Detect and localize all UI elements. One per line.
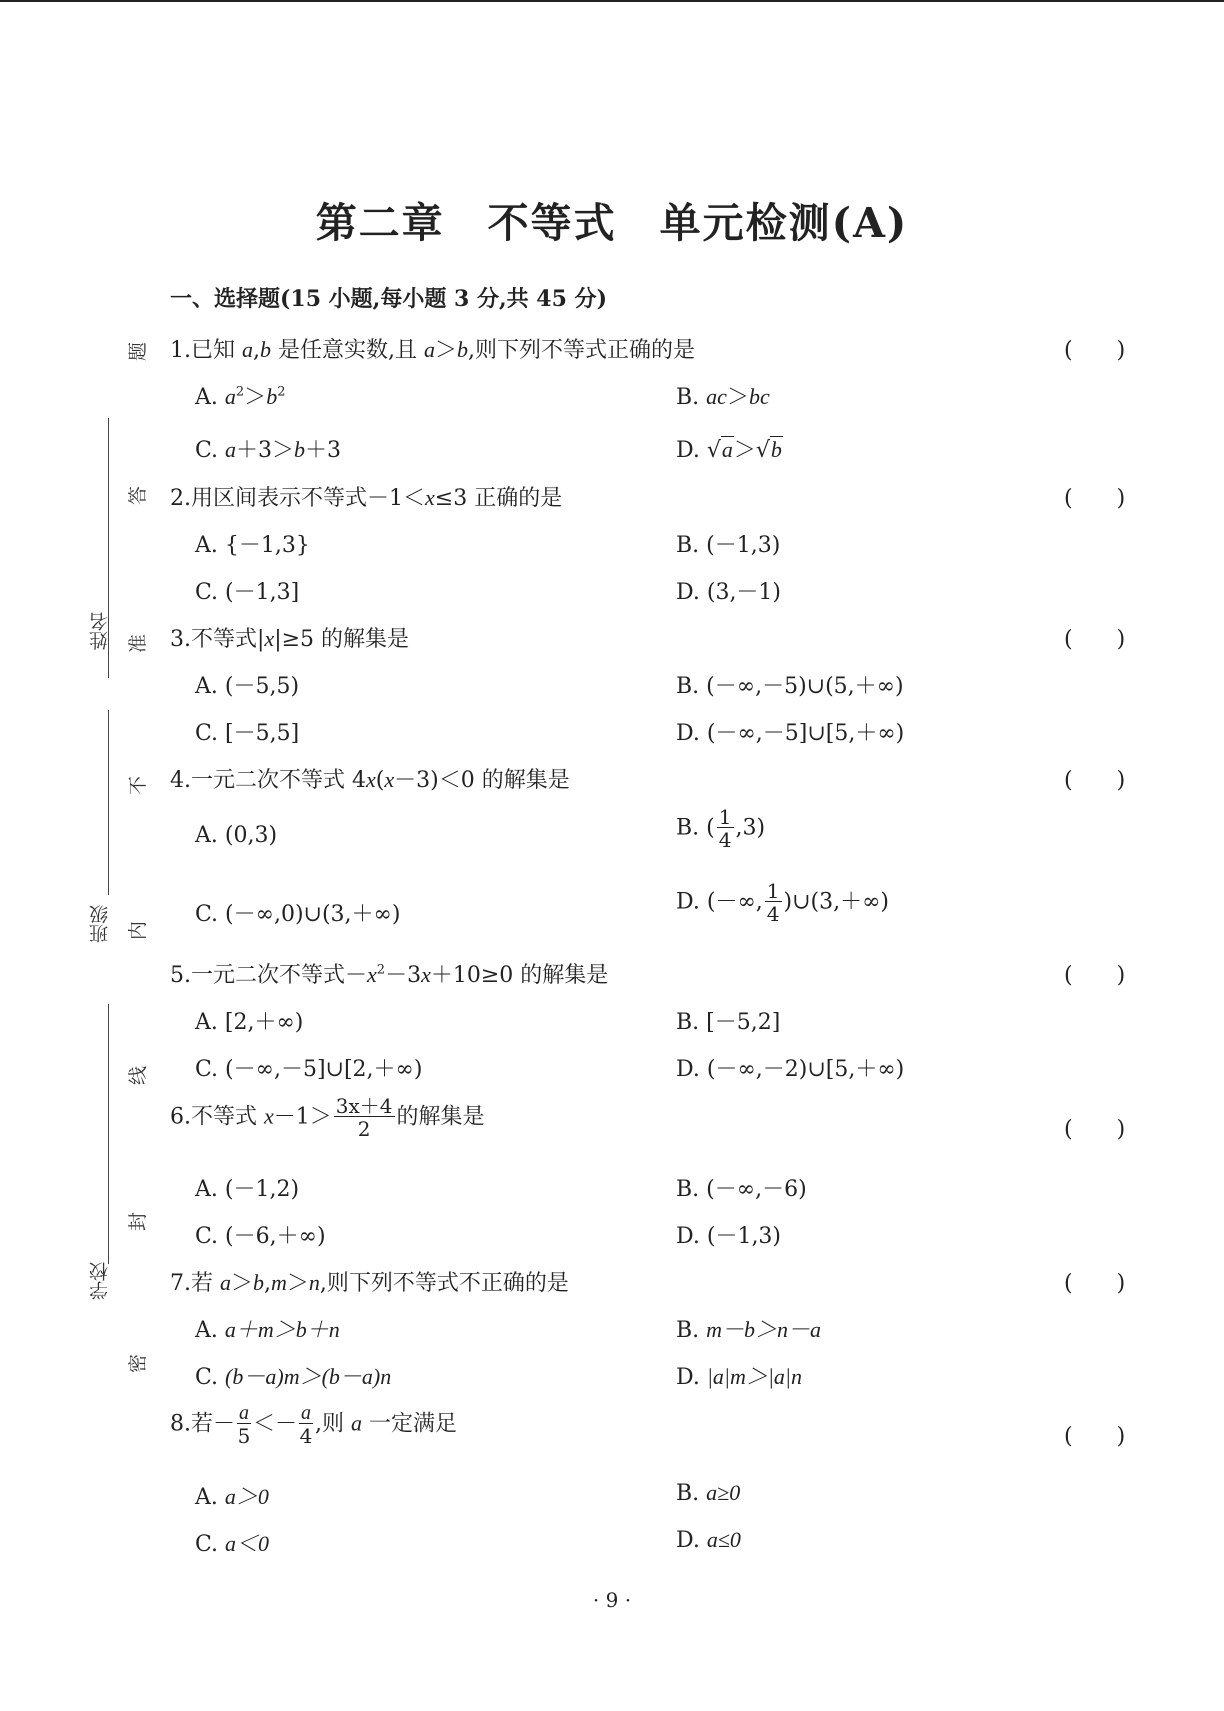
question-1: 1.已知 a,b 是任意实数,且 a＞b,则下列不等式正确的是 — [170, 337, 695, 363]
option-5d[interactable]: D. (－∞,－2)∪[5,＋∞) — [676, 1057, 905, 1082]
seal-char: 内 — [127, 920, 150, 941]
field-label-name: 姓名 — [89, 612, 111, 650]
option-8d[interactable]: D. a≤0 — [676, 1527, 741, 1553]
option-6b[interactable]: B. (－∞,－6) — [676, 1177, 807, 1202]
field-label-class: 班级 — [89, 905, 111, 943]
answer-blank[interactable]: ( ) — [1064, 486, 1126, 511]
section-heading: 一、选择题(15 小题,每小题 3 分,共 45 分) — [170, 286, 607, 312]
option-6c[interactable]: C. (－6,＋∞) — [195, 1224, 326, 1249]
question-7: 7.若 a＞b,m＞n,则下列不等式不正确的是 — [170, 1270, 569, 1296]
seal-char: 答 — [127, 485, 150, 506]
option-3b[interactable]: B. (－∞,－5)∪(5,＋∞) — [676, 674, 904, 699]
seal-char: 准 — [127, 633, 150, 654]
option-6d[interactable]: D. (－1,3) — [676, 1224, 782, 1249]
option-4a[interactable]: A. (0,3) — [195, 823, 278, 848]
seal-char: 密 — [127, 1353, 150, 1374]
fraction: $\frac{1}{4}$ — [718, 805, 732, 852]
option-1c[interactable]: C. a＋3＞b＋3 — [195, 437, 342, 463]
field-label-school: 学校 — [89, 1262, 111, 1300]
option-7b[interactable]: B. m－b＞n－a — [676, 1317, 822, 1343]
option-1b[interactable]: B. ac＞bc — [676, 384, 770, 410]
question-8: 8.若－ $\frac{a}{5}$ ＜－ $\frac{a}{4}$ ,则 a 一定满足 — [170, 1402, 458, 1448]
option-3c[interactable]: C. [－5,5] — [195, 721, 300, 746]
option-3d[interactable]: D. (－∞,－5]∪[5,＋∞) — [676, 721, 905, 746]
answer-blank[interactable]: ( ) — [1064, 963, 1126, 988]
option-7d[interactable]: D. |a|m＞|a|n — [676, 1364, 802, 1390]
seal-char: 不 — [127, 775, 150, 796]
option-4d[interactable]: D. (－∞, $\frac{1}{4}$ )∪(3,＋∞) — [676, 879, 889, 926]
binding-line — [108, 1004, 109, 1264]
seal-char: 线 — [127, 1065, 150, 1086]
question-4: 4.一元二次不等式 4x(x－3)＜0 的解集是 — [170, 767, 570, 793]
fraction: $\frac{3x+4}{2}$ — [335, 1094, 393, 1141]
option-4c[interactable]: C. (－∞,0)∪(3,＋∞) — [195, 902, 401, 927]
option-2d[interactable]: D. (3,－1) — [676, 580, 782, 605]
option-2a[interactable]: A. {－1,3} — [195, 533, 310, 558]
question-3: 3.不等式|x|≥5 的解集是 — [170, 626, 410, 652]
answer-blank[interactable]: ( ) — [1064, 627, 1126, 652]
question-2: 2.用区间表示不等式－1＜x≤3 正确的是 — [170, 485, 563, 511]
answer-blank[interactable]: ( ) — [1064, 1117, 1126, 1142]
option-6a[interactable]: A. (－1,2) — [195, 1177, 300, 1202]
option-8c[interactable]: C. a＜0 — [195, 1531, 270, 1557]
binding-line — [108, 710, 109, 895]
option-4b[interactable]: B. ( $\frac{1}{4}$ ,3) — [676, 805, 766, 852]
option-8b[interactable]: B. a≥0 — [676, 1480, 741, 1506]
page-number: · 9 · — [592, 1588, 632, 1612]
fraction: $\frac{a}{5}$ — [237, 1402, 251, 1448]
fraction: $\frac{1}{4}$ — [766, 879, 780, 926]
answer-blank[interactable]: ( ) — [1064, 1271, 1126, 1296]
option-1a[interactable]: A. $a^2>b^2$ — [195, 384, 286, 410]
seal-char: 封 — [127, 1211, 150, 1232]
top-border-line — [0, 0, 1224, 2]
answer-blank[interactable]: ( ) — [1064, 338, 1126, 363]
option-3a[interactable]: A. (－5,5) — [195, 674, 300, 699]
option-8a[interactable]: A. a＞0 — [195, 1484, 269, 1510]
option-2b[interactable]: B. (－1,3) — [676, 533, 781, 558]
page-title: 第二章 不等式 单元检测(A) — [315, 199, 909, 247]
option-5a[interactable]: A. [2,＋∞) — [195, 1010, 304, 1035]
answer-blank[interactable]: ( ) — [1064, 1424, 1126, 1449]
option-7a[interactable]: A. a＋m＞b＋n — [195, 1317, 340, 1343]
question-5: 5.一元二次不等式$-x^2-3x+10\ge 0$ 的解集是 — [170, 962, 609, 988]
option-5c[interactable]: C. (－∞,－5]∪[2,＋∞) — [195, 1057, 423, 1082]
option-1d[interactable]: D. √a＞√b — [676, 437, 782, 463]
question-6: 6.不等式 x－1＞ $\frac{3x+4}{2}$ 的解集是 — [170, 1094, 485, 1141]
seal-char: 题 — [127, 341, 150, 362]
option-5b[interactable]: B. [－5,2] — [676, 1010, 781, 1035]
fraction: $\frac{a}{4}$ — [299, 1402, 313, 1448]
answer-blank[interactable]: ( ) — [1064, 768, 1126, 793]
option-7c[interactable]: C. (b－a)m＞(b－a)n — [195, 1364, 392, 1390]
option-2c[interactable]: C. (－1,3] — [195, 580, 300, 605]
